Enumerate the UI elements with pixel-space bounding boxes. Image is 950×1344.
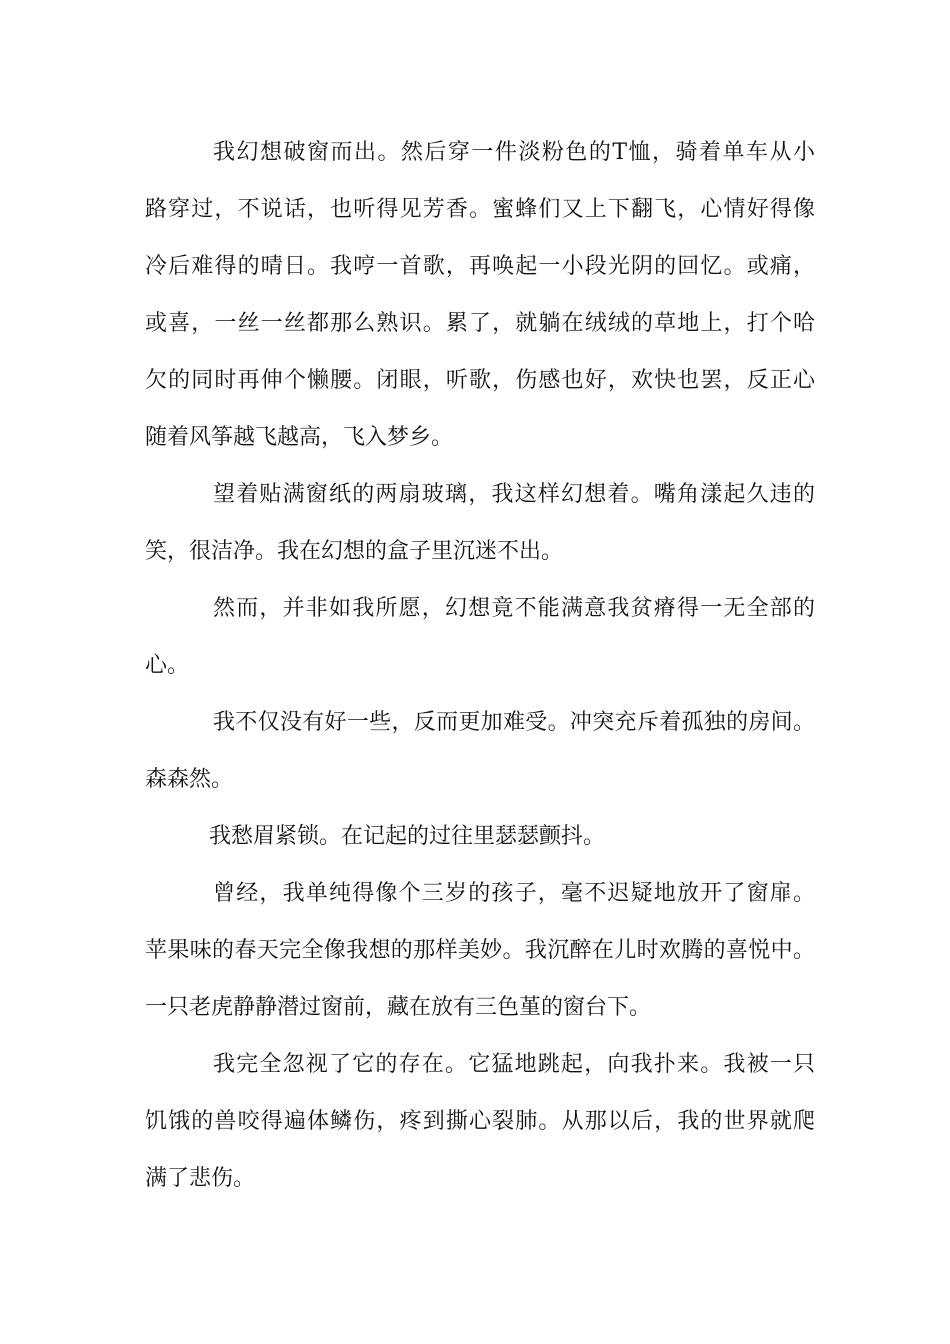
text-line: 望着贴满窗纸的两扇玻璃，我这样幻想着。嘴角漾起久违的 xyxy=(213,482,815,507)
text-line: 森森然。 xyxy=(145,767,234,792)
text-line: 我完全忽视了它的存在。它猛地跳起，向我扑来。我被一只 xyxy=(213,1052,815,1077)
body-text xyxy=(145,131,815,1214)
text-line: 曾经，我单纯得像个三岁的孩子，毫不迟疑地放开了窗扉。 xyxy=(213,881,815,906)
text-line: 欠的同时再伸个懒腰。闭眼，听歌，伤感也好，欢快也罢，反正心 xyxy=(145,368,815,393)
text-line: 我不仅没有好一些，反而更加难受。冲突充斥着孤独的房间。 xyxy=(213,710,815,735)
text-line: 心。 xyxy=(145,653,190,678)
text-line: 随着风筝越飞越高，飞入梦乡。 xyxy=(145,425,454,450)
text-line: 满了悲伤。 xyxy=(145,1166,256,1191)
text-line: 然而，并非如我所愿，幻想竟不能满意我贫瘠得一无全部的 xyxy=(213,596,815,621)
text-line: 或喜，一丝一丝都那么熟识。累了，就躺在绒绒的草地上，打个哈 xyxy=(145,311,815,336)
text-line: 苹果味的春天完全像我想的那样美妙。我沉醉在儿时欢腾的喜悦中。 xyxy=(145,938,815,963)
text-line: 饥饿的兽咬得遍体鳞伤，疼到撕心裂肺。从那以后，我的世界就爬 xyxy=(145,1109,815,1134)
text-line: 冷后难得的晴日。我哼一首歌，再唤起一小段光阴的回忆。或痛， xyxy=(145,254,815,279)
text-line: 一只老虎静静潜过窗前，藏在放有三色堇的窗台下。 xyxy=(145,995,652,1020)
text-line: 笑，很洁净。我在幻想的盒子里沉迷不出。 xyxy=(145,539,564,564)
text-line: 我愁眉紧锁。在记起的过往里瑟瑟颤抖。 xyxy=(209,824,606,849)
text-line: 路穿过，不说话，也听得见芳香。蜜蜂们又上下翻飞，心情好得像 xyxy=(145,197,815,222)
text-line: 我幻想破窗而出。然后穿一件淡粉色的T恤，骑着单车从小 xyxy=(213,140,815,165)
